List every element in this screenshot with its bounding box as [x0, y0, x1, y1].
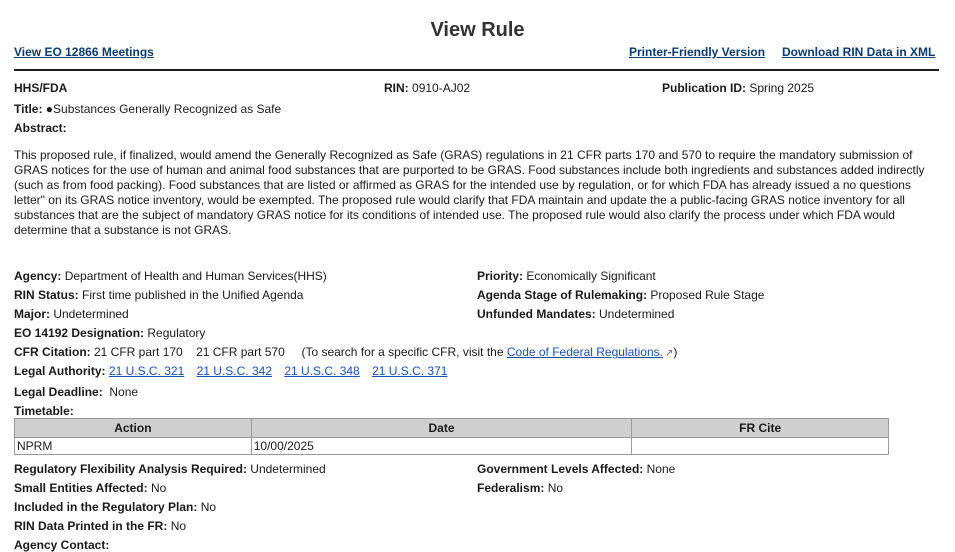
external-link-icon: ↗ — [664, 348, 674, 359]
cfr-citation-1: 21 CFR part 170 — [94, 345, 183, 359]
regulatory-plan-field — [14, 500, 216, 514]
agency-code: HHS/FDA — [14, 81, 68, 95]
title-value: ●Substances Generally Recognized as Safe — [45, 102, 282, 116]
agency-label: Agency: — [14, 269, 62, 283]
page-title: View Rule — [430, 19, 525, 41]
publication-id-label: Publication ID: — [662, 81, 746, 95]
title-label: Title: — [14, 102, 43, 116]
timetable-cell-action: NPRM — [15, 438, 252, 455]
printer-friendly-link[interactable]: Printer-Friendly Version — [629, 45, 766, 59]
rin-printed-label: RIN Data Printed in the FR: — [14, 519, 168, 533]
timetable-header-date: Date — [251, 419, 632, 438]
rin-status-value: First time published in the Unified Agenda — [82, 288, 304, 302]
timetable-label: Timetable: — [14, 404, 74, 418]
timetable-cell-fr-cite — [632, 438, 889, 455]
cfr-citation-field — [14, 345, 677, 359]
federalism-label: Federalism: — [477, 481, 545, 495]
rin-status-field — [14, 288, 303, 302]
download-xml-link[interactable]: Download RIN Data in XML — [782, 45, 936, 59]
agenda-stage-field — [477, 288, 764, 302]
major-field — [14, 307, 129, 321]
agenda-stage-value: Proposed Rule Stage — [650, 288, 765, 302]
federalism-value: No — [547, 481, 564, 495]
rfa-label: Regulatory Flexibility Analysis Required: — [14, 462, 247, 476]
regulatory-plan-label: Included in the Regulatory Plan: — [14, 500, 198, 514]
legal-authority-link-4[interactable]: 21 U.S.C. 371 — [372, 364, 448, 378]
title-field — [14, 102, 281, 116]
timetable-cell-date: 10/00/2025 — [251, 438, 632, 455]
unfunded-mandates-value: Undetermined — [599, 307, 675, 321]
timetable-header-row — [15, 419, 889, 438]
priority-value: Economically Significant — [526, 269, 656, 283]
rin-label: RIN: — [384, 81, 409, 95]
eo-designation-value: Regulatory — [147, 326, 206, 340]
legal-deadline-label: Legal Deadline: — [14, 385, 103, 399]
unfunded-mandates-field — [477, 307, 674, 321]
unfunded-mandates-label: Unfunded Mandates: — [477, 307, 596, 321]
legal-authority-link-3[interactable]: 21 U.S.C. 348 — [284, 364, 360, 378]
view-eo-meetings-link[interactable]: View EO 12866 Meetings — [14, 45, 154, 59]
cfr-link[interactable]: Code of Federal Regulations. — [506, 345, 663, 359]
legal-authority-field — [14, 364, 456, 378]
rin-status-label: RIN Status: — [14, 288, 79, 302]
header-divider — [14, 69, 939, 71]
major-label: Major: — [14, 307, 50, 321]
timetable-header-fr-cite: FR Cite — [632, 419, 889, 438]
timetable — [14, 418, 889, 455]
eo-designation-label: EO 14192 Designation: — [14, 326, 145, 340]
legal-authority-link-1[interactable]: 21 U.S.C. 321 — [108, 364, 185, 378]
rfa-value: Undetermined — [250, 462, 326, 476]
government-levels-value: None — [646, 462, 676, 476]
table-row — [15, 438, 889, 455]
rfa-field — [14, 462, 326, 476]
legal-deadline-value: None — [109, 385, 139, 399]
agenda-stage-label: Agenda Stage of Rulemaking: — [477, 288, 648, 302]
legal-deadline-field — [14, 385, 138, 399]
rin-printed-value: No — [170, 519, 187, 533]
rin-printed-field — [14, 519, 186, 533]
small-entities-value: No — [150, 481, 167, 495]
regulatory-plan-value: No — [200, 500, 217, 514]
government-levels-field — [477, 462, 675, 476]
agency-field — [14, 269, 327, 283]
eo-designation-field — [14, 326, 205, 340]
rin-value: 0910-AJ02 — [412, 81, 471, 95]
legal-authority-link-2[interactable]: 21 U.S.C. 342 — [196, 364, 272, 378]
abstract-text: This proposed rule, if finalized, would amend the Generally Recognized as Safe (GRAS) regulations in 21 CFR parts 170 and 570 to require the mandatory submission of GRAS notices for the use of human and animal food substances that are purported to be GRAS. Food substances include both ingredients and substances added indirectly (such as from food packing). Food substances that are listed or affirmed as GRAS for the intended use by regulation, or for which FDA has already issued a no questions letter" on its GRAS notice inventory, would be exempted. The proposed rule would clarify that FDA maintain and update the a public-facing GRAS notice inventory for all substances that are the subject of mandatory GRAS notice for its conditions of intended use. The proposed rule would also clarify the process under which FDA would determine that a substance is not GRAS. — [14, 148, 925, 237]
rin-field — [384, 81, 470, 95]
major-value: Undetermined — [53, 307, 129, 321]
priority-label: Priority: — [477, 269, 524, 283]
publication-id-field — [662, 81, 814, 95]
priority-field — [477, 269, 656, 283]
timetable-header-action: Action — [15, 419, 252, 438]
cfr-citation-2: 21 CFR part 570 — [196, 345, 285, 359]
legal-authority-label: Legal Authority: — [14, 364, 106, 378]
government-levels-label: Government Levels Affected: — [477, 462, 644, 476]
small-entities-label: Small Entities Affected: — [14, 481, 148, 495]
abstract-label: Abstract: — [14, 121, 67, 135]
federalism-field — [477, 481, 563, 495]
agency-contact-label: Agency Contact: — [14, 538, 110, 552]
cfr-close-paren: ) — [673, 345, 678, 359]
cfr-citation-label: CFR Citation: — [14, 345, 91, 359]
agency-value: Department of Health and Human Services(HHS) — [64, 269, 327, 283]
small-entities-field — [14, 481, 166, 495]
cfr-search-note: (To search for a specific CFR, visit the — [301, 345, 504, 359]
publication-id-value: Spring 2025 — [749, 81, 815, 95]
